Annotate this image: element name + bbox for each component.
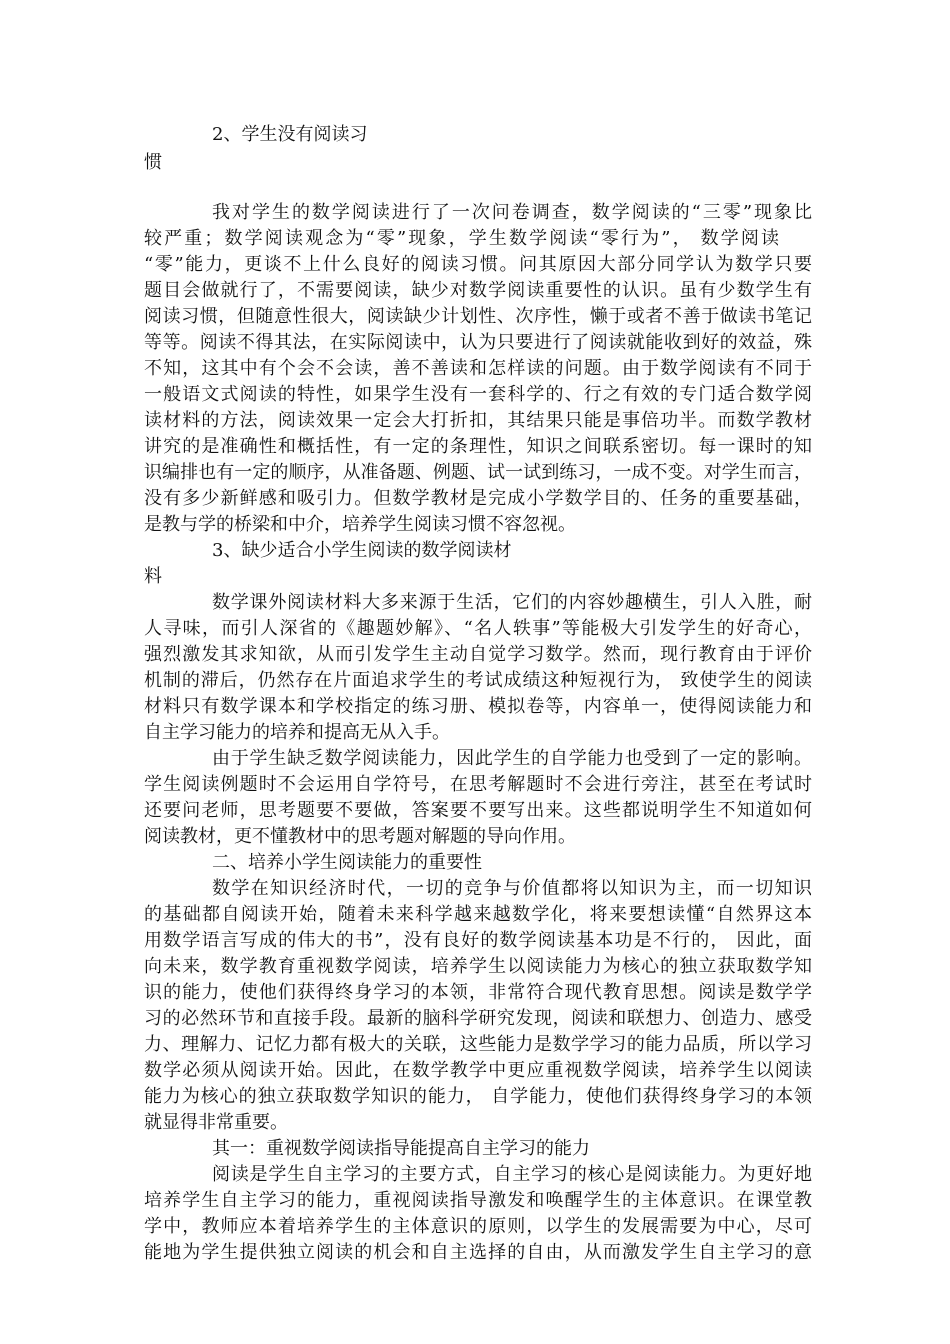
text-line: 题目会做就行了，不需要阅读，缺少对数学阅读重要性的认识。虽有少数学生有 bbox=[144, 280, 812, 301]
heading-lack-materials: 3、缺少适合小学生阅读的数学阅读材 bbox=[212, 540, 512, 561]
text-line: 惯 bbox=[144, 152, 162, 173]
text-line: 料 bbox=[144, 566, 162, 587]
text-line: 数学课外阅读材料大多来源于生活，它们的内容妙趣横生，引人入胜，耐 bbox=[212, 592, 812, 613]
text-line: 机制的滞后，仍然存在片面追求学生的考试成绩这种短视行为， 致使学生的阅读 bbox=[144, 670, 812, 691]
text-line: 数学必须从阅读开始。因此，在数学教学中更应重视数学阅读，培养学生以阅读 bbox=[144, 1060, 812, 1081]
text-line: 数学在知识经济时代，一切的竞争与价值都将以知识为主，而一切知识 bbox=[212, 878, 812, 899]
heading-section-one: 其一：重视数学阅读指导能提高自主学习的能力 bbox=[212, 1138, 590, 1159]
text-line: 培养学生自主学习的能力，重视阅读指导激发和唤醒学生的主体意识。在课堂教 bbox=[144, 1190, 812, 1211]
text-line: 能地为学生提供独立阅读的机会和自主选择的自由，从而激发学生自主学习的意 bbox=[144, 1242, 812, 1263]
text-line: 等等。阅读不得其法，在实际阅读中，认为只要进行了阅读就能收到好的效益，殊 bbox=[144, 332, 812, 353]
text-line: 不知，这其中有个会不会读，善不善读和怎样读的问题。由于数学阅读有不同于 bbox=[144, 358, 812, 379]
text-line: 强烈激发其求知欲，从而引发学生主动自觉学习数学。然而，现行教育由于评价 bbox=[144, 644, 812, 665]
text-line: 力、理解力、记忆力都有极大的关联，这些能力是数学学习的能力品质，所以学习 bbox=[144, 1034, 812, 1055]
text-line: 还要问老师，思考题要不要做，答案要不要写出来。这些都说明学生不知道如何 bbox=[144, 800, 812, 821]
text-line: 我对学生的数学阅读进行了一次问卷调查，数学阅读的“三零”现象比 bbox=[212, 202, 812, 223]
text-line: 没有多少新鲜感和吸引力。但数学教材是完成小学数学目的、任务的重要基础， bbox=[144, 488, 812, 509]
heading-importance: 二、培养小学生阅读能力的重要性 bbox=[212, 852, 482, 873]
text-line: 材料只有数学课本和学校指定的练习册、模拟卷等，内容单一，使得阅读能力和 bbox=[144, 696, 812, 717]
text-line: 阅读是学生自主学习的主要方式，自主学习的核心是阅读能力。为更好地 bbox=[212, 1164, 812, 1185]
text-line: 识的能力，使他们获得终身学习的本领，非常符合现代教育思想。阅读是数学学 bbox=[144, 982, 812, 1003]
text-line: 自主学习能力的培养和提高无从入手。 bbox=[144, 722, 450, 743]
text-line: 由于学生缺乏数学阅读能力，因此学生的自学能力也受到了一定的影响。 bbox=[212, 748, 812, 769]
text-line: 能力为核心的独立获取数学知识的能力， 自学能力，使他们获得终身学习的本领 bbox=[144, 1086, 812, 1107]
text-line: 阅读教材，更不懂教材中的思考题对解题的导向作用。 bbox=[144, 826, 576, 847]
text-line: 习的必然环节和直接手段。最新的脑科学研究发现，阅读和联想力、创造力、感受 bbox=[144, 1008, 812, 1029]
text-line: 就显得非常重要。 bbox=[144, 1112, 288, 1133]
text-line: 用数学语言写成的伟大的书”，没有良好的数学阅读基本功是不行的， 因此，面 bbox=[144, 930, 812, 951]
text-line: “零”能力，更谈不上什么良好的阅读习惯。问其原因大部分同学认为数学只要 bbox=[144, 254, 812, 275]
text-line: 一般语文式阅读的特性，如果学生没有一套科学的、行之有效的专门适合数学阅 bbox=[144, 384, 812, 405]
text-line: 是教与学的桥梁和中介，培养学生阅读习惯不容忽视。 bbox=[144, 514, 576, 535]
text-line: 较严重；数学阅读观念为“零”现象，学生数学阅读“零行为”， 数学阅读 bbox=[144, 228, 779, 249]
heading-no-reading-habit: 2、学生没有阅读习 bbox=[212, 124, 368, 145]
text-line: 向未来，数学教育重视数学阅读，培养学生以阅读能力为核心的独立获取数学知 bbox=[144, 956, 812, 977]
text-line: 讲究的是准确性和概括性，有一定的条理性，知识之间联系密切。每一课时的知 bbox=[144, 436, 812, 457]
text-line: 阅读习惯，但随意性很大，阅读缺少计划性、次序性，懒于或者不善于做读书笔记 bbox=[144, 306, 812, 327]
text-line: 识编排也有一定的顺序，从准备题、例题、试一试到练习，一成不变。对学生而言， bbox=[144, 462, 812, 483]
text-line: 学生阅读例题时不会运用自学符号，在思考解题时不会进行旁注，甚至在考试时 bbox=[144, 774, 812, 795]
text-line: 的基础都自阅读开始，随着未来科学越来越数学化，将来要想读懂“自然界这本 bbox=[144, 904, 812, 925]
text-line: 人寻味，而引人深省的《趣题妙解》、“名人轶事”等能极大引发学生的好奇心， bbox=[144, 618, 812, 639]
text-line: 读材料的方法，阅读效果一定会大打折扣，其结果只能是事倍功半。而数学教材 bbox=[144, 410, 812, 431]
text-line: 学中，教师应本着培养学生的主体意识的原则，以学生的发展需要为中心，尽可 bbox=[144, 1216, 812, 1237]
